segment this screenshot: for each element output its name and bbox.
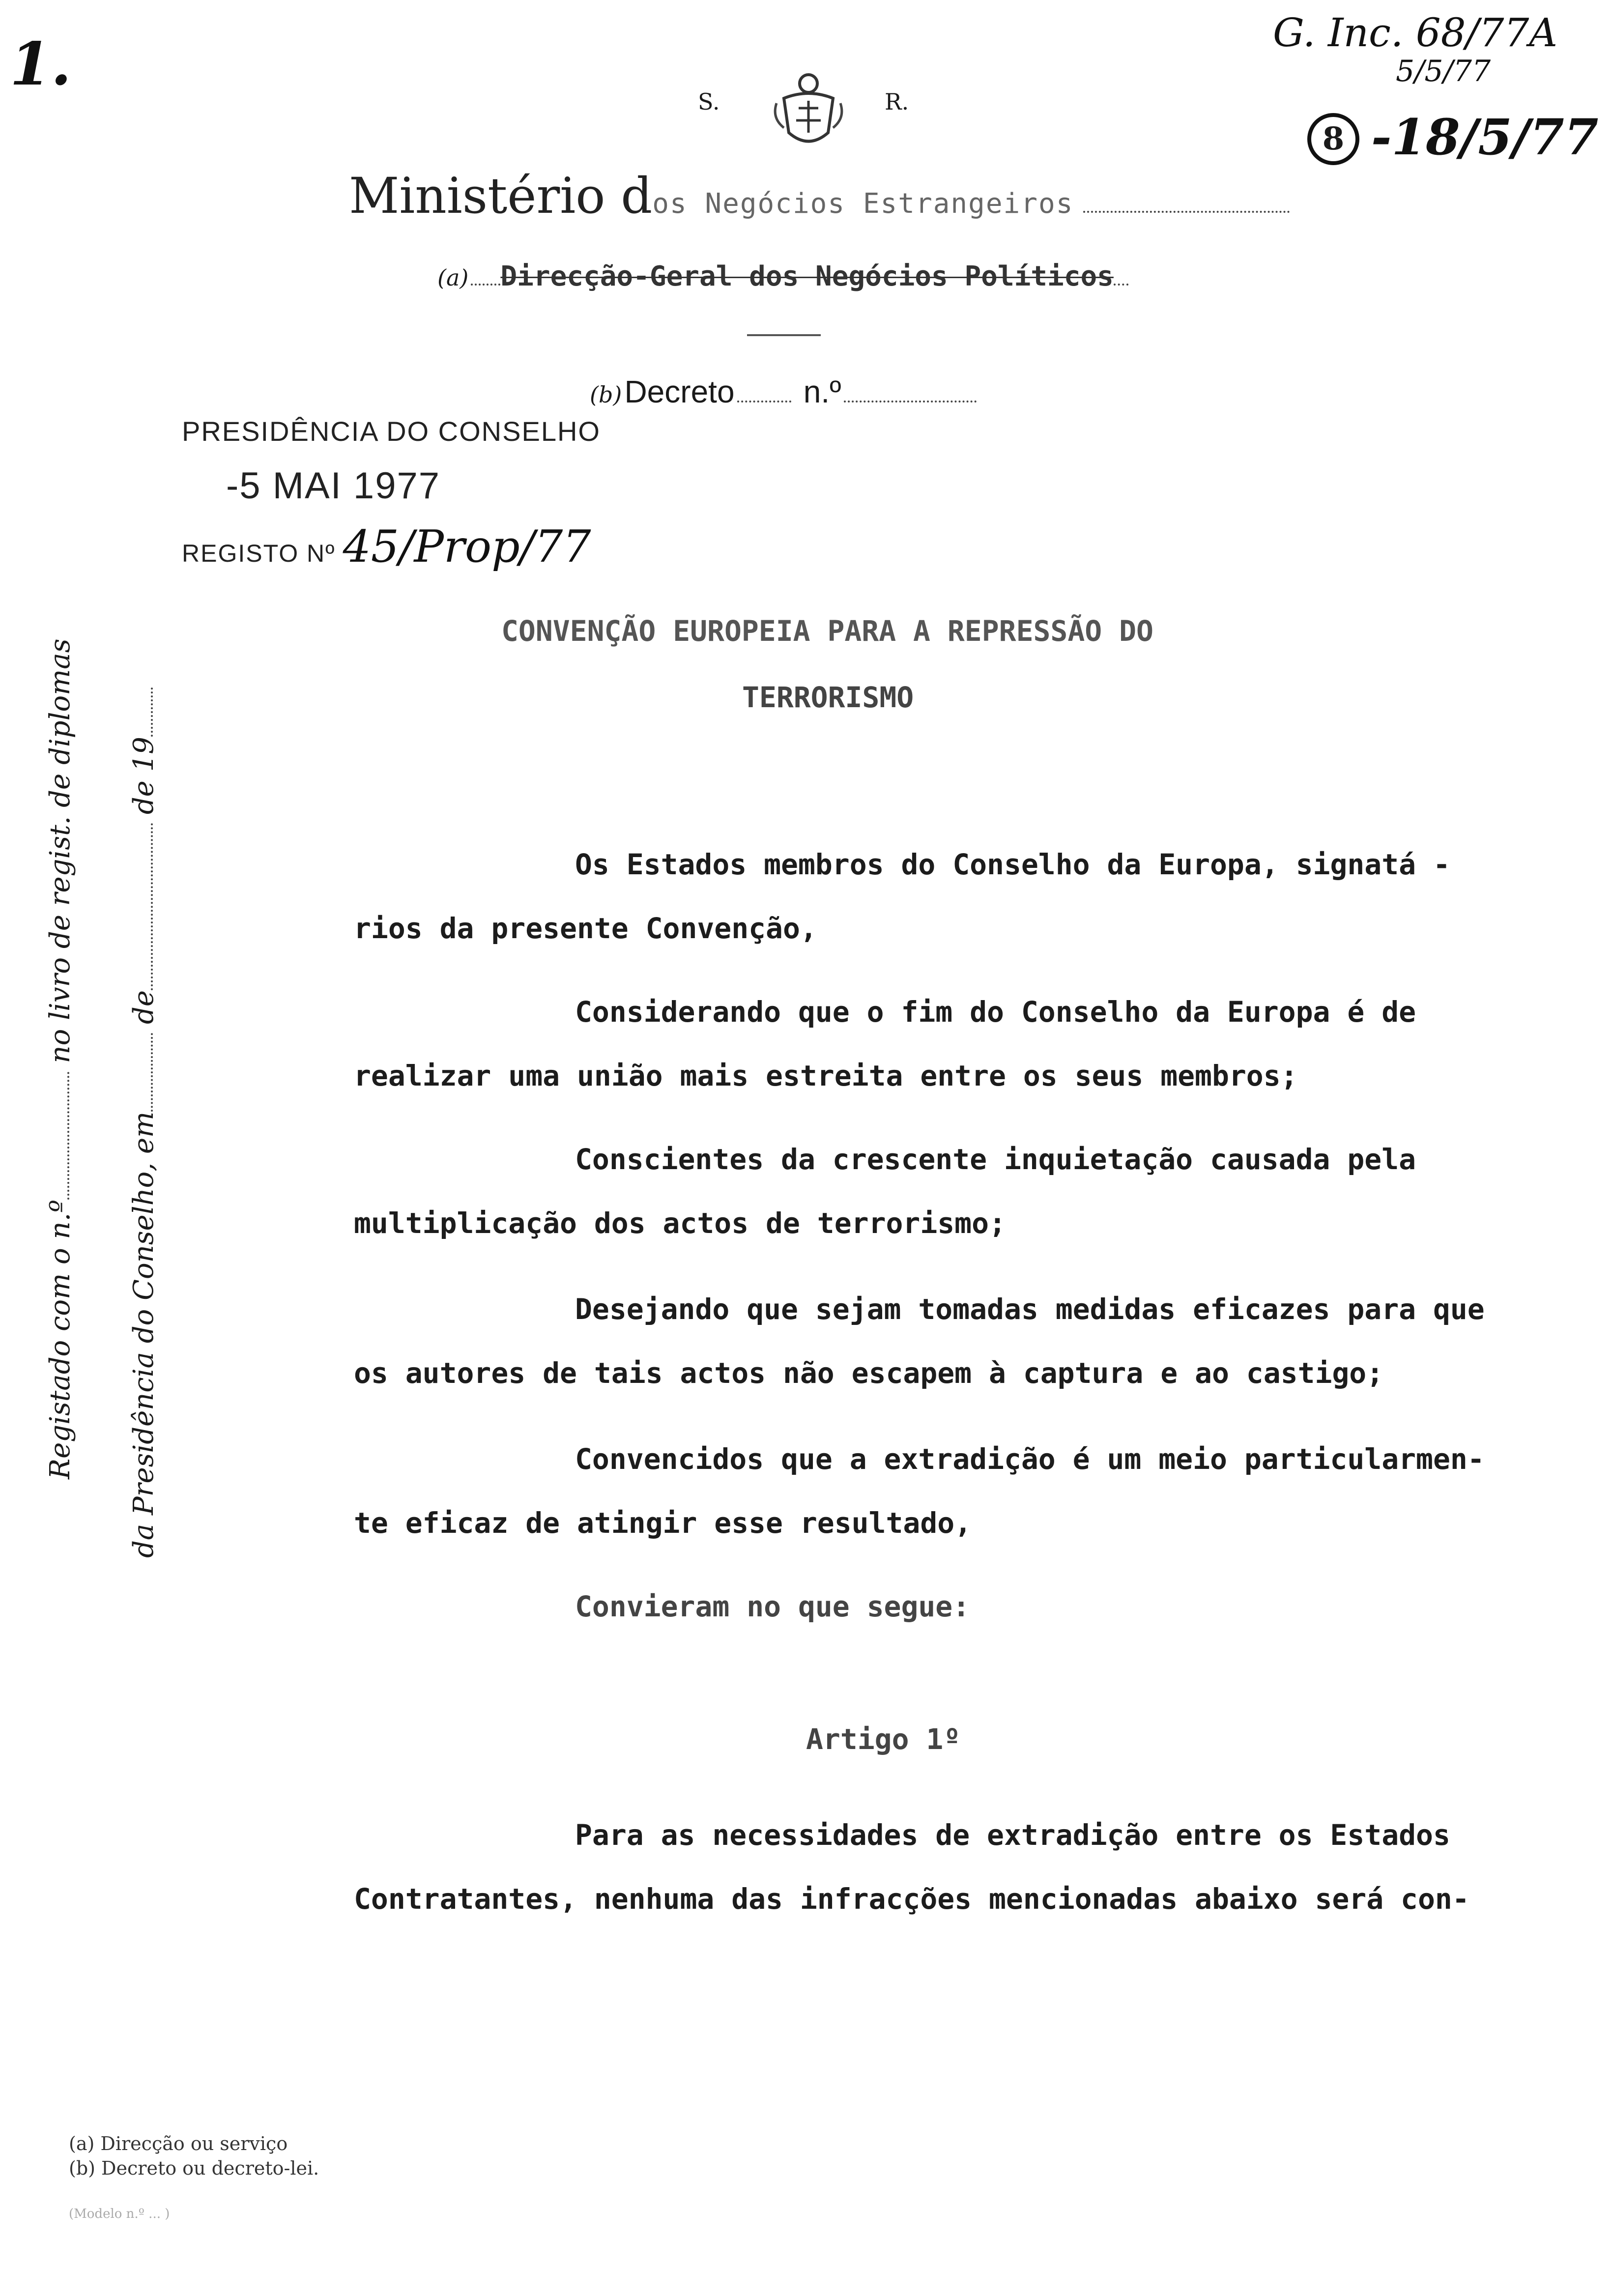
footnote-marker-a: (a) [437, 264, 469, 291]
preamble-p6: Convieram no que segue: [575, 1590, 970, 1623]
registry-number: 45/Prop/77 [343, 521, 591, 573]
preamble-p5-line-1: Convencidos que a extradição é um meio particularmen- [575, 1442, 1485, 1476]
registry-label: REGISTO Nº [182, 540, 336, 567]
ministry-name: os Negócios Estrangeiros [652, 188, 1074, 220]
handwritten-date-1: 5/5/77 [1396, 54, 1491, 88]
article-heading: Artigo 1º [806, 1722, 961, 1756]
direction-line [437, 260, 1128, 292]
footnote-model: (Modelo n.º ... ) [69, 2207, 170, 2221]
preamble-p1-line-2: rios da presente Convenção, [354, 912, 817, 945]
preamble-p3-line-2: multiplicação dos actos de terrorismo; [354, 1206, 1006, 1240]
preamble-p5-line-2: te eficaz de atingir esse resultado, [354, 1506, 972, 1540]
footnote-marker-b: (b) [590, 381, 622, 408]
circled-number: 8 [1307, 113, 1359, 165]
document-title-line-2: TERRORISMO [742, 681, 914, 714]
crest-right-letter: R. [885, 88, 909, 115]
preamble-p2-line-2: realizar uma união mais estreita entre os seus membros; [354, 1059, 1298, 1092]
ministry-label: Ministério d [349, 167, 653, 225]
ministry-line [349, 167, 1273, 225]
article-1-line-2: Contratantes, nenhuma das infracções mencionadas abaixo será con- [354, 1882, 1469, 1916]
divider [747, 334, 821, 336]
decree-label: Decreto [624, 374, 735, 409]
registry-number-line [182, 521, 591, 573]
registry-stamp-title: PRESIDÊNCIA DO CONSELHO [182, 416, 601, 447]
decree-line [590, 373, 977, 410]
crest-left-letter: S. [698, 88, 720, 115]
footnote-b: (b) Decreto ou decreto-lei. [69, 2157, 319, 2179]
preamble-p4-line-1: Desejando que sejam tomadas medidas eficazes para que [575, 1292, 1485, 1326]
preamble-p1-line-1: Os Estados membros do Conselho da Europa, signatá - [575, 848, 1450, 881]
coat-of-arms [698, 69, 914, 152]
article-1-line-1: Para as necessidades de extradição entre os Estados [575, 1818, 1450, 1852]
left-margin-mark: 1. [10, 29, 72, 99]
margin-register-line-1: Registado com o n.º no livro de regist. de diplomas [44, 638, 76, 1479]
handwritten-reference: G. Inc. 68/77A [1273, 10, 1558, 56]
registry-stamp-date: -5 MAI 1977 [226, 465, 440, 507]
decree-number-label: n.º [803, 374, 841, 409]
preamble-p4-line-2: os autores de tais actos não escapem à captura e ao castigo; [354, 1356, 1384, 1390]
handwritten-date-2: -18/5/77 [1371, 108, 1599, 166]
preamble-p3-line-1: Conscientes da crescente inquietação causada pela [575, 1143, 1416, 1176]
direction-name: Direcção-Geral dos Negócios Políticos [500, 260, 1114, 292]
crest-icon [772, 69, 845, 152]
margin-register-line-2: da Presidência do Conselho, em de de 19 [128, 644, 160, 1558]
footnote-a: (a) Direcção ou serviço [69, 2133, 288, 2154]
document-title-line-1: CONVENÇÃO EUROPEIA PARA A REPRESSÃO DO [501, 614, 1153, 648]
preamble-p2-line-1: Considerando que o fim do Conselho da Europa é de [575, 995, 1416, 1029]
